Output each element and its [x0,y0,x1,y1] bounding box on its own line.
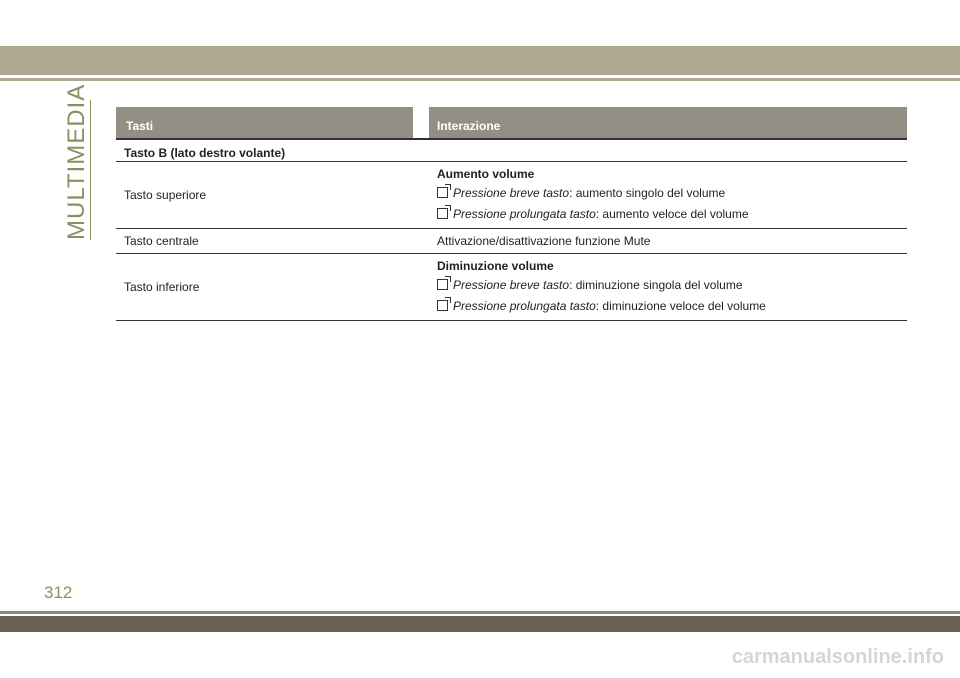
list-item: Pressione prolungata tasto : aumento veloce del volume [437,203,907,224]
table-header [116,107,907,138]
side-section-title: MULTIMEDIA [63,83,90,240]
table-row [116,162,907,229]
row-value [429,162,907,228]
row-key: Tasto inferiore [124,280,200,294]
watermark-text: carmanualsonline.info [731,646,944,668]
controls-table [116,107,907,321]
top-decor-band [0,46,960,75]
page-number: 312 [44,583,73,602]
list-item: Pressione breve tasto : diminuzione singola del volume [437,274,907,295]
header-tasti: Tasti [116,107,413,138]
bottom-decor-line [0,611,960,614]
table-row [116,229,907,254]
checkbox-bullet-icon [437,187,448,198]
table-row [116,254,907,321]
checkbox-bullet-icon [437,300,448,311]
table-section-title: Tasto B (lato destro volante) [116,140,907,162]
list-item: Pressione prolungata tasto : diminuzione veloce del volume [437,295,907,316]
row-value: Attivazione/disattivazione funzione Mute [437,234,651,248]
row-heading: Aumento volume [437,167,535,181]
bottom-decor-band [0,616,960,632]
row-key: Tasto superiore [124,188,207,202]
checkbox-bullet-icon [437,208,448,219]
row-value [429,254,907,320]
row-key: Tasto centrale [124,234,199,248]
row-heading: Diminuzione volume [437,259,554,273]
list-item: Pressione breve tasto : aumento singolo del volume [437,182,907,203]
header-interazione: Interazione [429,107,907,138]
checkbox-bullet-icon [437,279,448,290]
top-decor-line [0,78,960,81]
